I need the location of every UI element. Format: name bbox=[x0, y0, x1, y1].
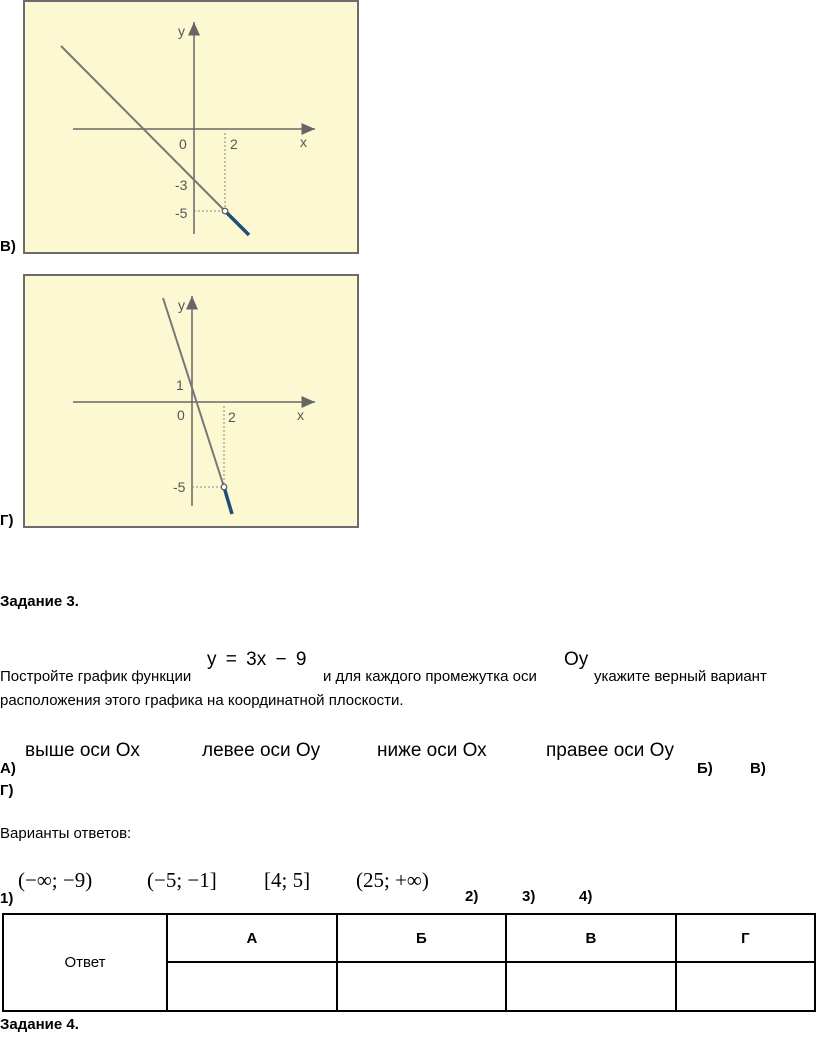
task4-title: Задание 4. bbox=[0, 1016, 79, 1033]
answer-col-v: В bbox=[506, 914, 676, 962]
task3-text-before: Постройте график функции bbox=[0, 668, 192, 685]
x-tick-label: 2 bbox=[230, 136, 238, 152]
axis-y-label: y bbox=[178, 23, 185, 39]
interval-3: [4; 5] bbox=[264, 868, 311, 892]
open-point bbox=[222, 208, 228, 214]
graph-option-g bbox=[23, 274, 359, 528]
graph-g-svg bbox=[25, 276, 361, 530]
y-tick-label: -3 bbox=[175, 177, 188, 193]
axis-x-label: x bbox=[297, 407, 304, 423]
task3-formula: y = 3x − 9 bbox=[207, 649, 307, 670]
axis-x-label: x bbox=[300, 134, 307, 150]
graph-ray-bold bbox=[225, 211, 249, 235]
y-tick-label: 1 bbox=[176, 377, 184, 393]
option-above-ox: выше оси Ох bbox=[25, 740, 140, 761]
option-below-ox: ниже оси Ох bbox=[377, 740, 487, 761]
origin-label: 0 bbox=[177, 407, 185, 423]
task3-title: Задание 3. bbox=[0, 593, 79, 610]
task3-text-line2: расположения этого графика на координатной плоскости. bbox=[0, 692, 404, 709]
graph-v-svg bbox=[25, 2, 361, 256]
option-g-marker: Г) bbox=[0, 512, 14, 529]
option-v-marker: В) bbox=[0, 238, 16, 255]
origin-label: 0 bbox=[179, 136, 187, 152]
interval-4: (25; +∞) bbox=[356, 868, 429, 892]
answer-row-label: Ответ bbox=[3, 914, 167, 1011]
task3-text-after: укажите верный вариант bbox=[594, 668, 767, 685]
marker-a: А) bbox=[0, 760, 16, 777]
graph-line bbox=[163, 298, 224, 487]
graph-option-v bbox=[23, 0, 359, 254]
marker-v: В) bbox=[750, 760, 766, 777]
answer-cell-v[interactable] bbox=[506, 962, 676, 1011]
answer-cell-a[interactable] bbox=[167, 962, 337, 1011]
marker-1: 1) bbox=[0, 890, 14, 907]
open-point bbox=[221, 484, 227, 490]
task3-axis-name: Oy bbox=[564, 649, 589, 670]
answers-label: Варианты ответов: bbox=[0, 825, 132, 842]
axis-y-label: y bbox=[178, 297, 185, 313]
answer-col-a: А bbox=[167, 914, 337, 962]
y-tick-label: -5 bbox=[173, 479, 186, 495]
answer-col-b: Б bbox=[337, 914, 506, 962]
marker-4: 4) bbox=[579, 888, 593, 905]
x-tick-label: 2 bbox=[228, 409, 236, 425]
y-tick-label: -5 bbox=[175, 205, 188, 221]
marker-2: 2) bbox=[465, 888, 479, 905]
answer-cell-g[interactable] bbox=[676, 962, 815, 1011]
interval-1: (−∞; −9) bbox=[18, 868, 93, 892]
marker-g: Г) bbox=[0, 782, 14, 799]
marker-3: 3) bbox=[522, 888, 536, 905]
task3-text-middle: и для каждого промежутка оси bbox=[323, 668, 537, 685]
option-left-oy: левее оси Оу bbox=[202, 740, 321, 761]
answer-table bbox=[2, 913, 816, 1012]
interval-2: (−5; −1] bbox=[147, 868, 217, 892]
answer-cell-b[interactable] bbox=[337, 962, 506, 1011]
graph-ray-bold bbox=[224, 487, 232, 514]
option-right-oy: правее оси Оу bbox=[546, 740, 674, 761]
answer-col-g: Г bbox=[676, 914, 815, 962]
marker-b: Б) bbox=[697, 760, 713, 777]
